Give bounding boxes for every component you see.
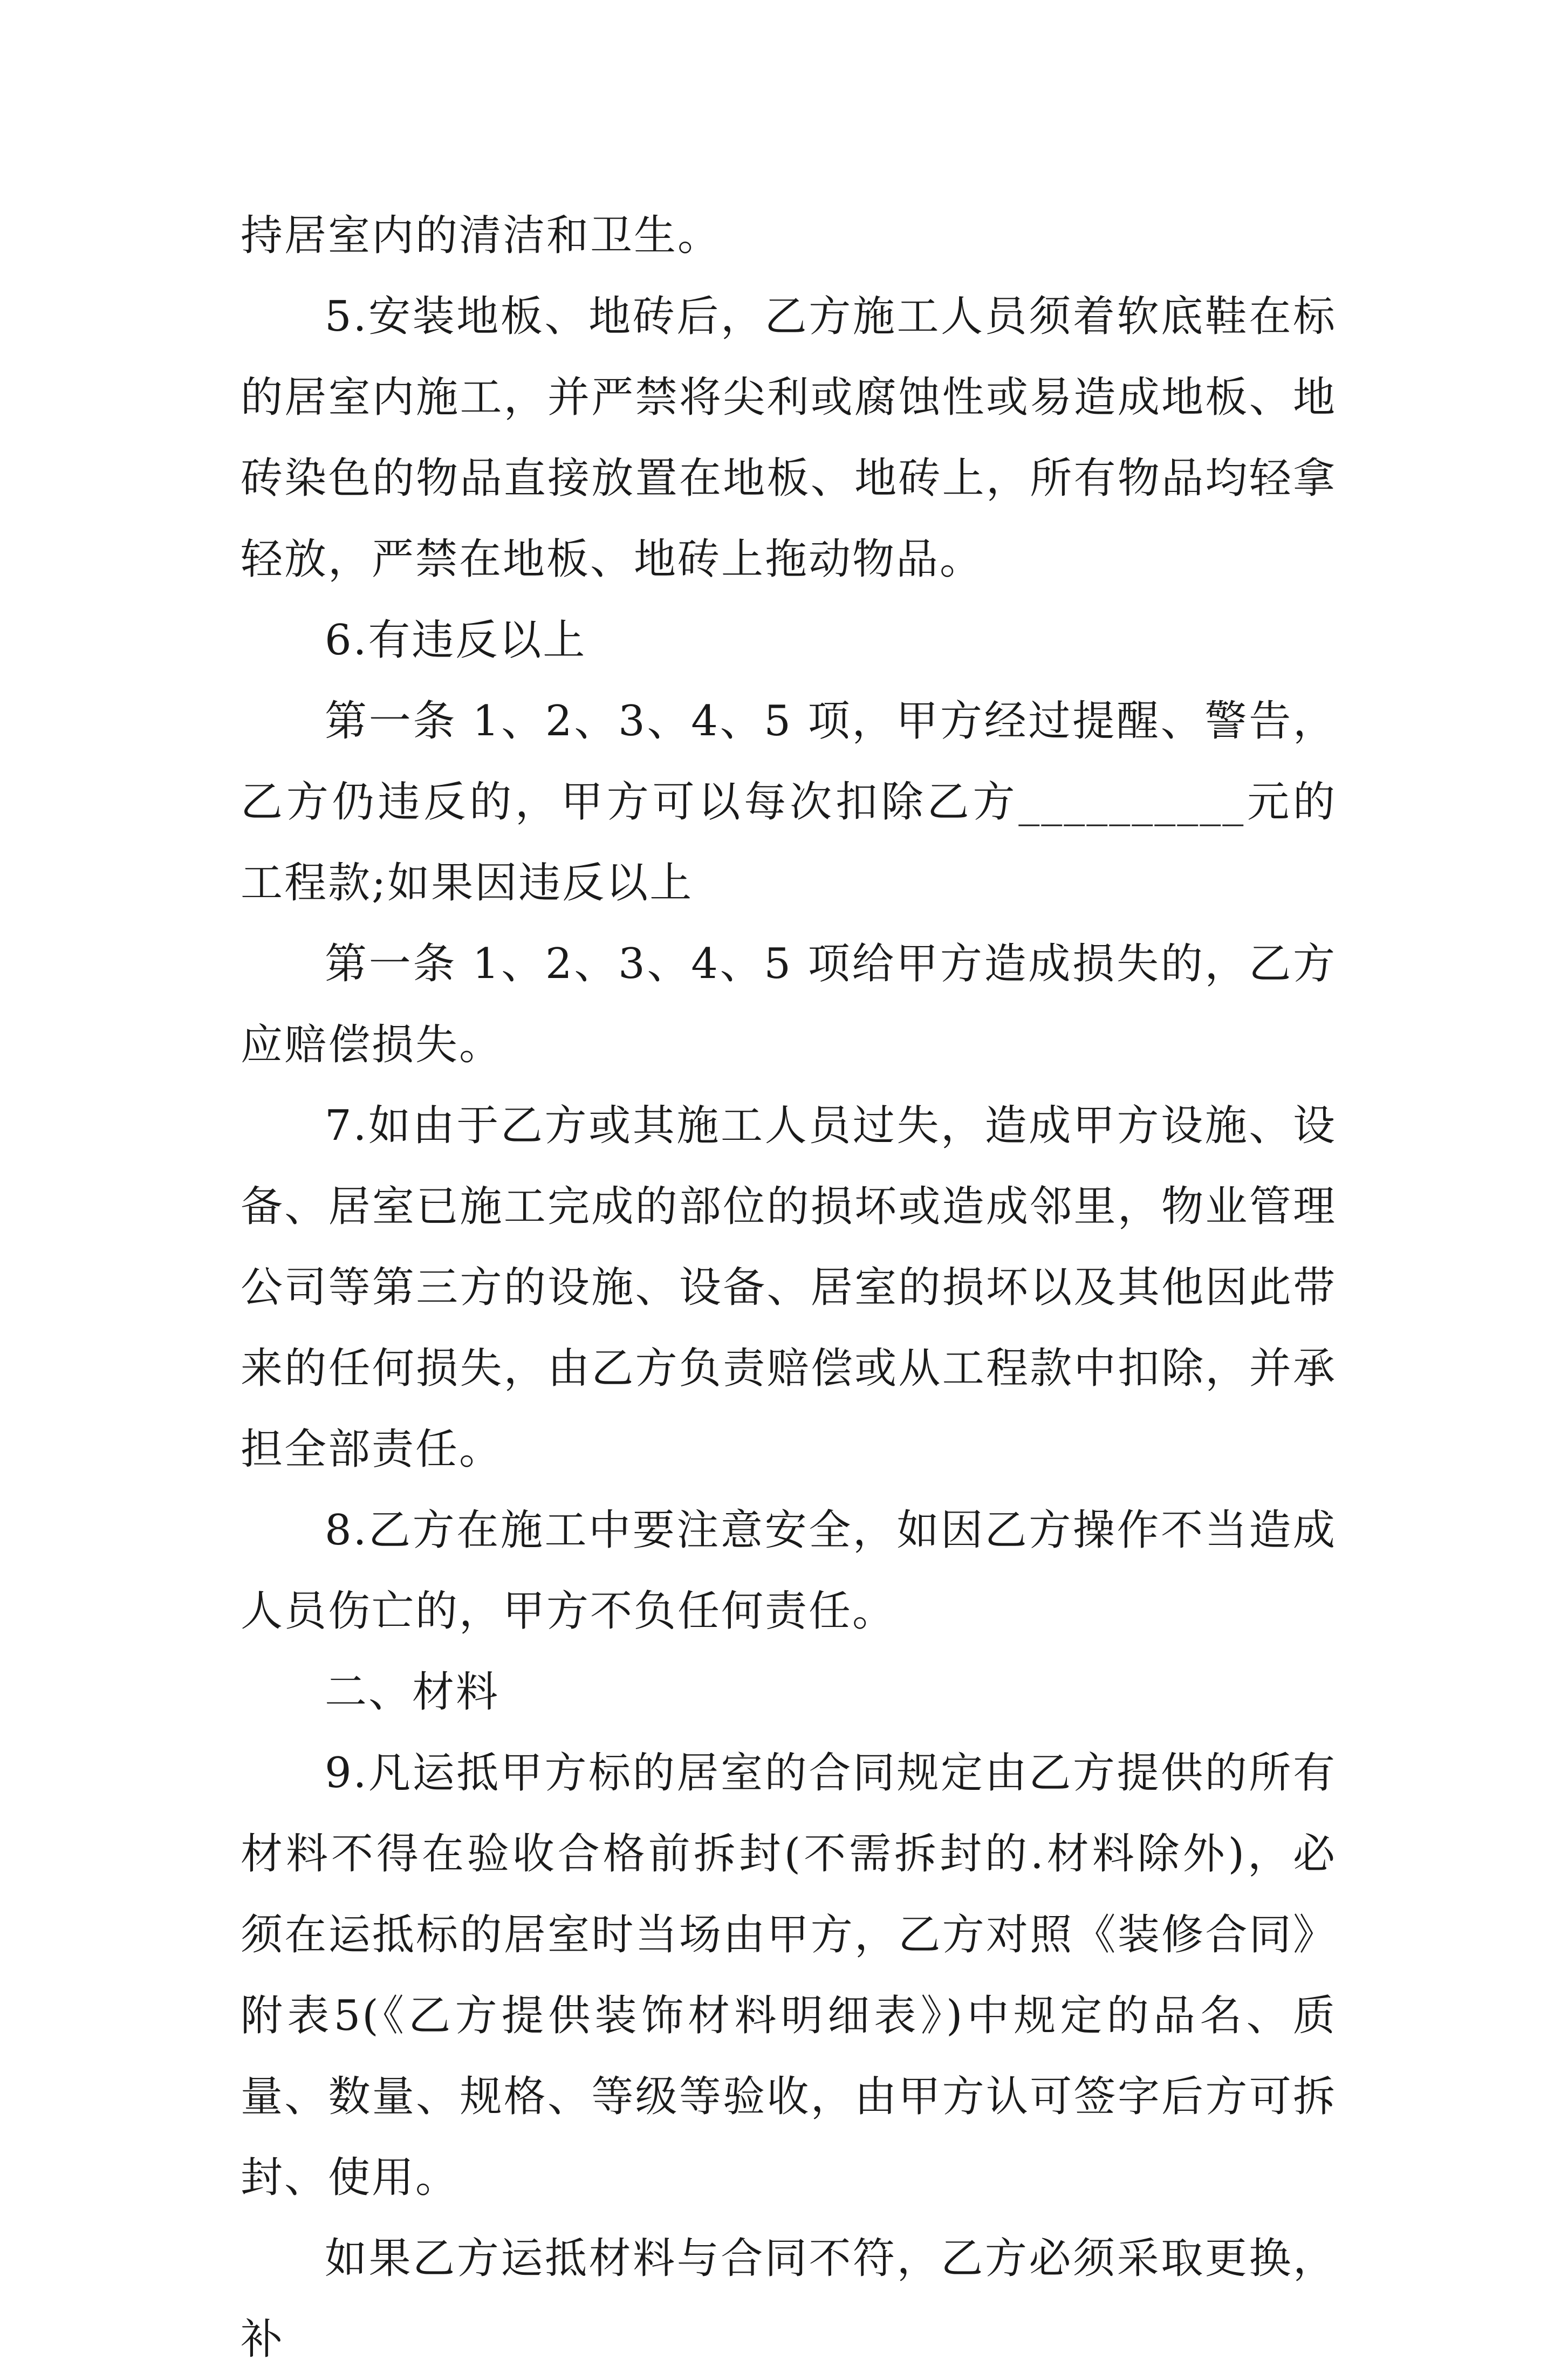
- paragraph-5: 第一条 1、2、3、4、5 项给甲方造成损失的，乙方应赔偿损失。: [241, 940, 1337, 1069]
- paragraph-7: 8.乙方在施工中要注意安全，如因乙方操作不当造成人员伤亡的，甲方不负任何责任。: [241, 1506, 1337, 1636]
- paragraph-6: 7.如由于乙方或其施工人员过失，造成甲方设施、设备、居室已施工完成的部位的损坏或造成邻里，物业管理公司等第三方的设施、设备、居室的损坏以及其他因此带来的任何损失，由乙方负责赔偿或从工程款中扣除，并承担全部责任。: [241, 1102, 1337, 1474]
- paragraph-2: 5.安装地板、地砖后，乙方施工人员须着软底鞋在标的居室内施工，并严禁将尖利或腐蚀性或易造成地板、地砖染色的物品直接放置在地板、地砖上，所有物品均轻拿轻放，严禁在地板、地砖上拖动物品。: [241, 292, 1337, 584]
- section-heading-materials: 二、材料: [325, 1668, 500, 1716]
- paragraph-4: 第一条 1、2、3、4、5 项，甲方经过提醒、警告，乙方仍违反的，甲方可以每次扣除乙方__________元的工程款;如果因违反以上: [241, 697, 1337, 907]
- paragraph-1: 持居室内的清洁和卫生。: [241, 211, 722, 260]
- paragraph-8: 9.凡运抵甲方标的居室的合同规定由乙方提供的所有材料不得在验收合格前拆封(不需拆封的.材料除外)，必须在运抵标的居室时当场由甲方，乙方对照《装修合同》附表5(《乙方提供装饰材料明细表》)中规定的品名、质量、数量、规格、等级等验收，由甲方认可签字后方可拆封、使用。: [241, 1749, 1337, 2202]
- paragraph-9: 如果乙方运抵材料与合同不符，乙方必须采取更换，补: [241, 2234, 1337, 2364]
- document-body: [241, 195, 1337, 2380]
- paragraph-3: 6.有违反以上: [325, 616, 587, 665]
